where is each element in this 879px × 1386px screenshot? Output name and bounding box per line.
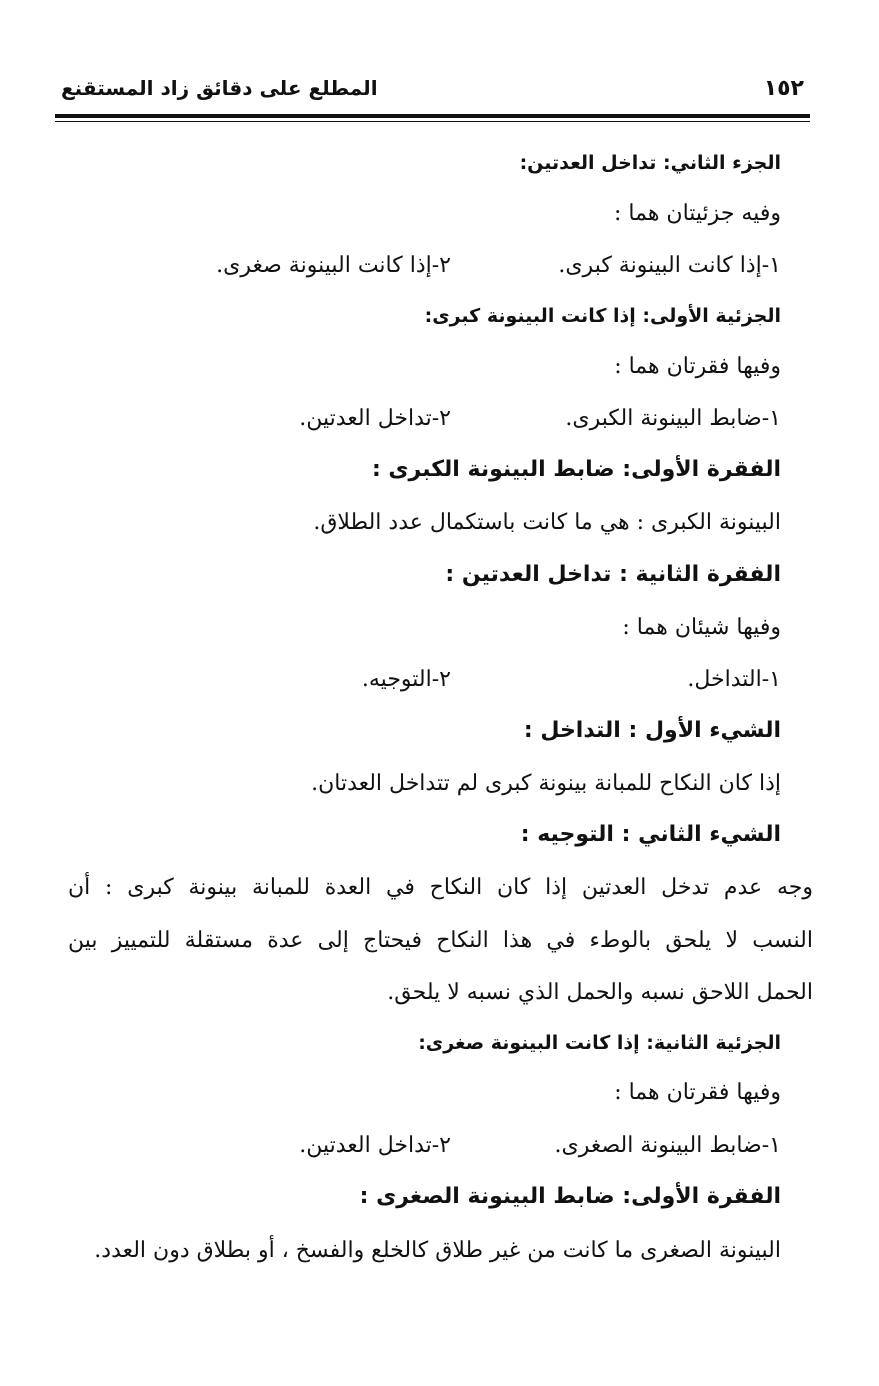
list-item: ٢-تداخل العدتين. [299, 406, 451, 431]
page-number: ١٥٢ [763, 76, 804, 101]
paragraph-line: إذا كان النكاح للمبانة بينونة كبرى لم تتداخل العدتان. [311, 771, 781, 796]
paragraph-heading: الفقرة الثانية : تداخل العدتين : [445, 562, 781, 587]
header-rule-thick [55, 114, 810, 118]
paragraph-line: البينونة الكبرى : هي ما كانت باستكمال عدد الطلاق. [313, 510, 781, 535]
paragraph-line: النسب لا يلحق بالوطء في هذا النكاح فيحتاج إلى عدة مستقلة للتمييز بين [68, 928, 813, 953]
subsection-heading: الجزئية الثانية: إذا كانت البينونة صغرى: [418, 1032, 781, 1054]
paragraph-line: البينونة الصغرى ما كانت من غير طلاق كالخلع والفسخ ، أو بطلاق دون العدد. [94, 1238, 781, 1263]
item-heading: الشيء الأول : التداخل : [523, 718, 781, 743]
paragraph-heading: الفقرة الأولى: ضابط البينونة الصغرى : [359, 1184, 781, 1209]
subsection-heading: الجزئية الأولى: إذا كانت البينونة كبرى: [424, 305, 781, 327]
list-item: ٢-إذا كانت البينونة صغرى. [216, 253, 451, 278]
paragraph-line: الحمل اللاحق نسبه والحمل الذي نسبه لا يلحق. [387, 980, 813, 1005]
page-header [55, 72, 810, 108]
paragraph-line: وجه عدم تدخل العدتين إذا كان النكاح في العدة للمبانة بينونة كبرى : أن [68, 875, 813, 900]
header-rule-thin [55, 121, 810, 122]
section-heading: الجزء الثاني: تداخل العدتين: [519, 152, 781, 174]
list-item: ١-ضابط البينونة الصغرى. [554, 1133, 781, 1158]
list-item: ٢-تداخل العدتين. [299, 1133, 451, 1158]
paragraph-line: وفيه جزئيتان هما : [614, 201, 781, 226]
running-title: المطلع على دقائق زاد المستقنع [61, 76, 378, 100]
paragraph-line: وفيها فقرتان هما : [614, 1080, 781, 1105]
list-item: ١-إذا كانت البينونة كبرى. [558, 253, 781, 278]
list-item: ١-ضابط البينونة الكبرى. [565, 406, 781, 431]
list-item: ٢-التوجيه. [361, 667, 451, 692]
paragraph-line: وفيها شيئان هما : [622, 615, 781, 640]
paragraph-line: وفيها فقرتان هما : [614, 354, 781, 379]
paragraph-heading: الفقرة الأولى: ضابط البينونة الكبرى : [371, 457, 781, 482]
item-heading: الشيء الثاني : التوجيه : [520, 822, 781, 847]
list-item: ١-التداخل. [687, 667, 781, 692]
